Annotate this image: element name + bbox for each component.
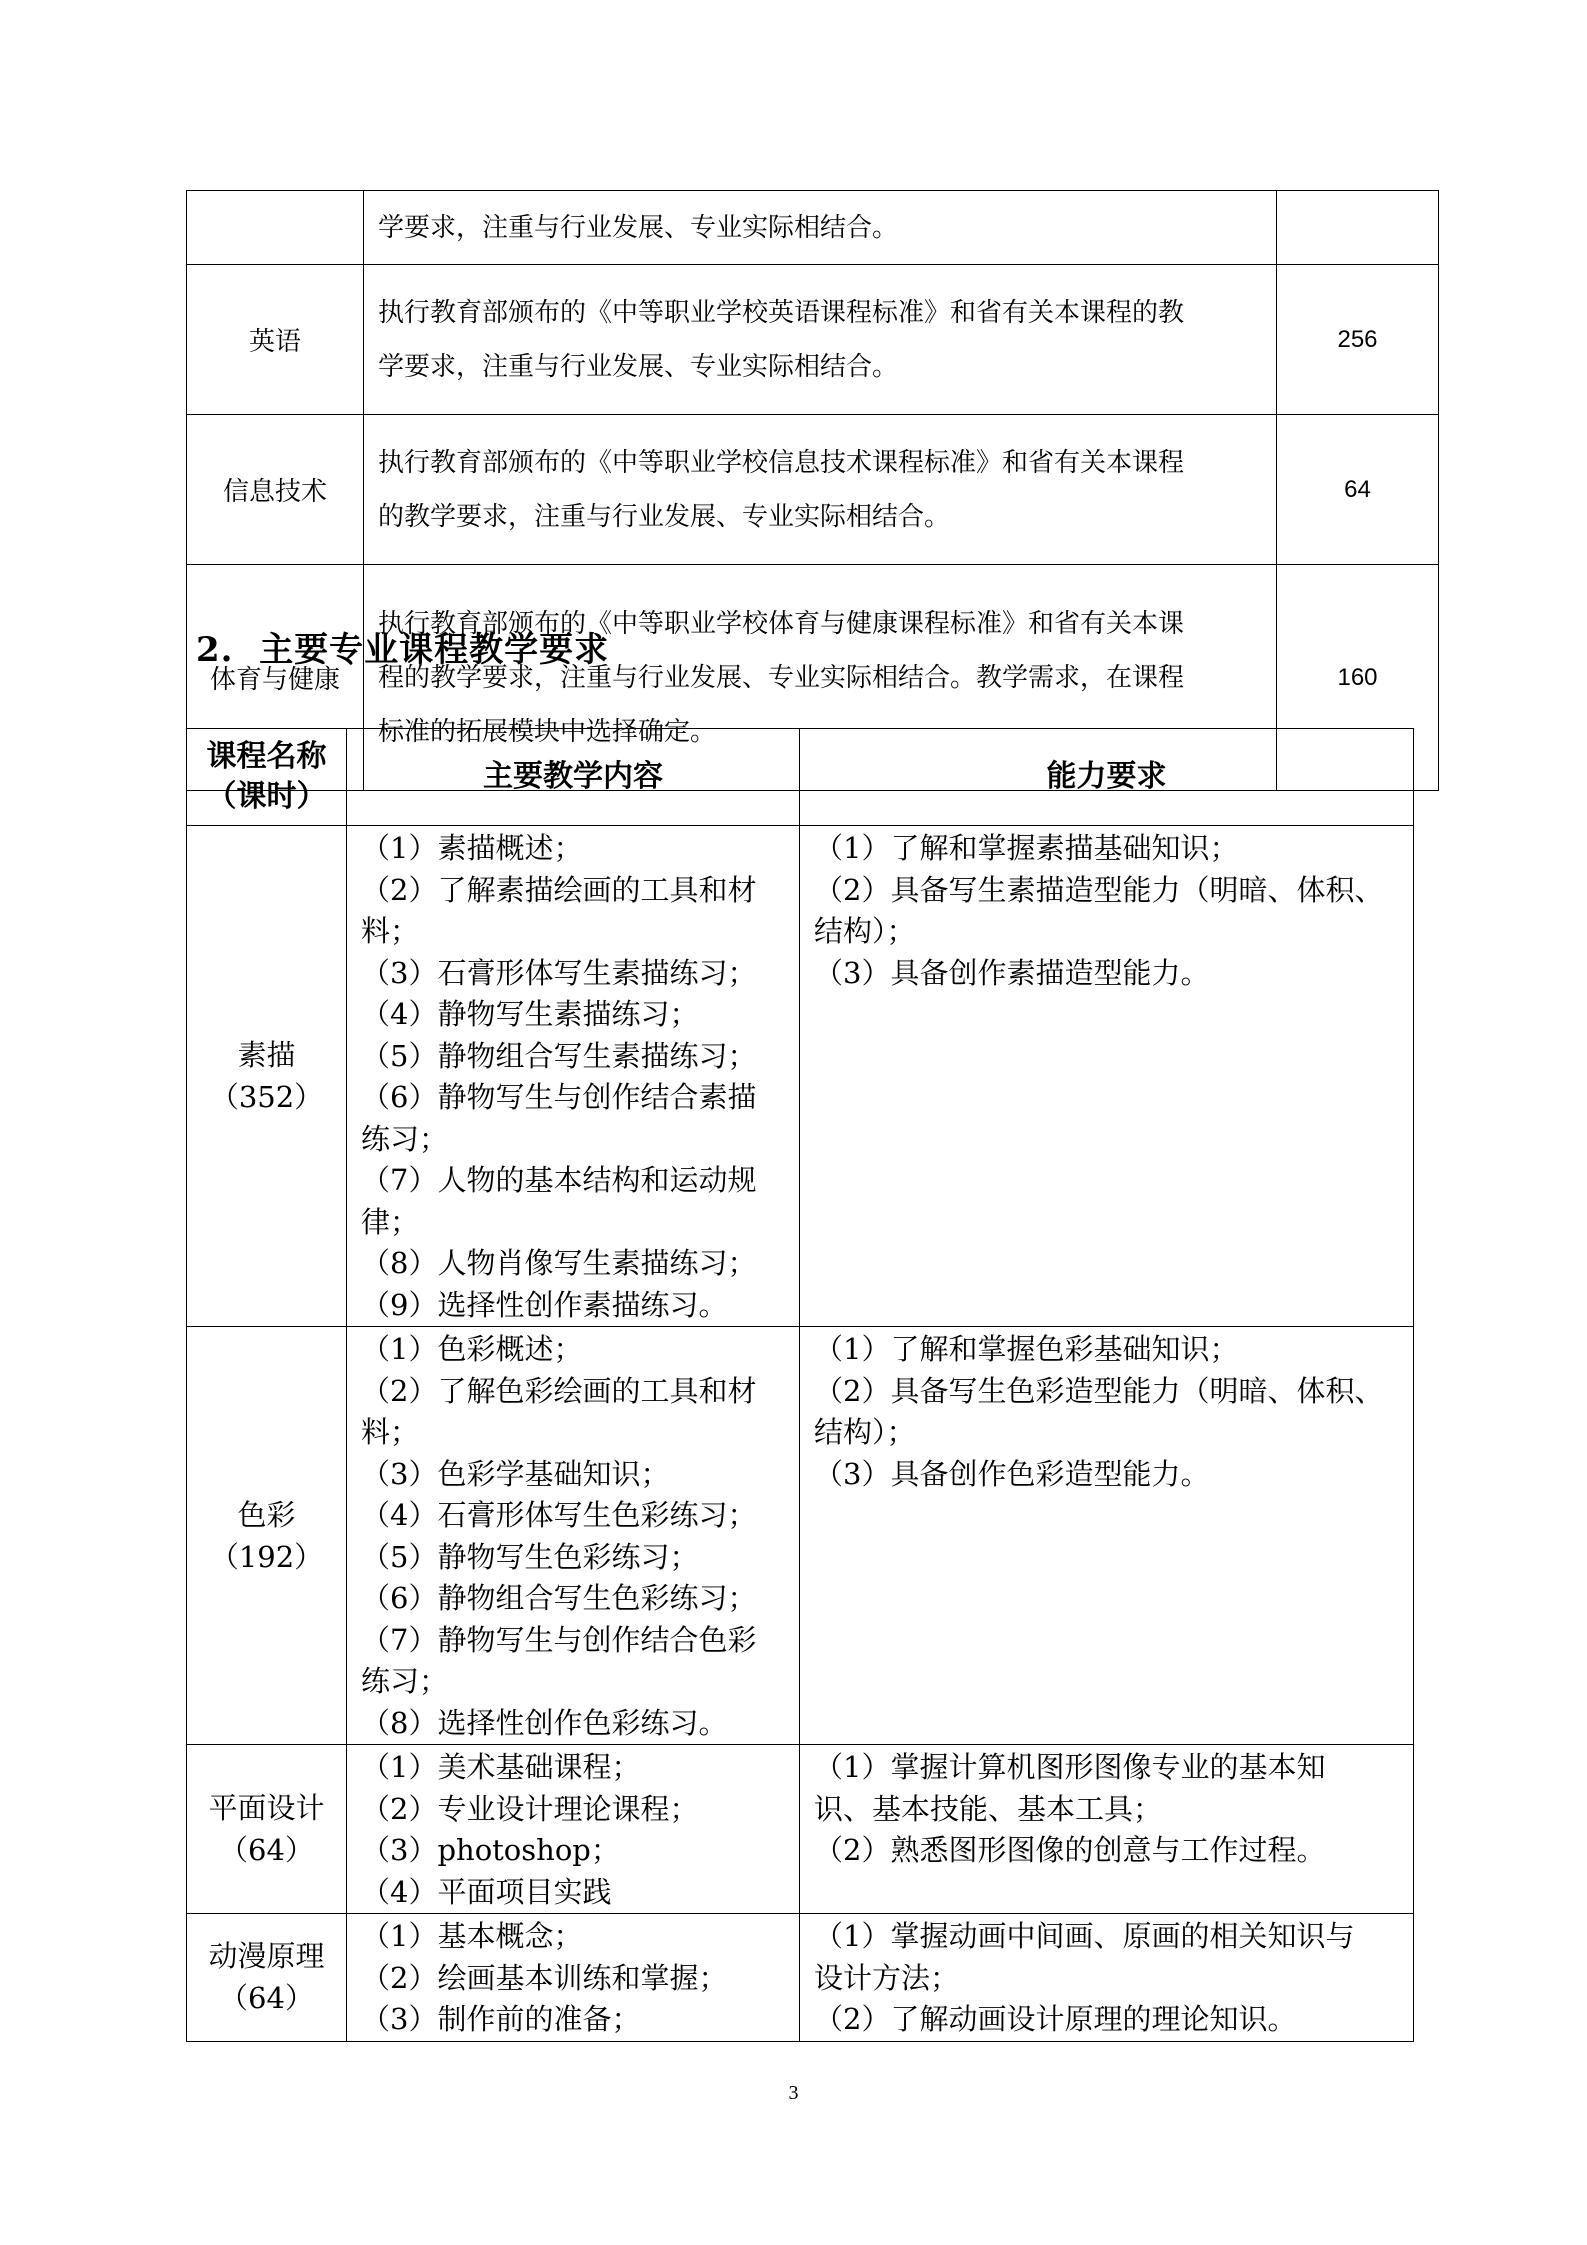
page-number: 3 [788,2082,799,2104]
content-line: 练习； [361,1121,449,1156]
ability-requirement-cell [800,826,1414,1327]
section-title: 主要专业课程教学要求 [259,630,610,670]
table-row [187,265,1439,415]
content-line: （7）静物写生与创作结合色彩 [361,1622,757,1657]
ability-line: 结构）； [814,1415,916,1449]
ability-line: （1）了解和掌握素描基础知识； [814,831,1239,865]
description-line: 程的教学要求，注重与行业发展、专业实际相结合。教学需求，在课程 [378,662,1185,693]
content-line: （5）静物写生色彩练习； [361,1539,699,1574]
header-course-name-line2: （课时） [206,779,327,814]
teaching-content-cell [347,1914,800,2042]
content-line: （3）石膏形体写生素描练习； [361,955,757,990]
ability-line: （3）具备创作素描造型能力。 [814,955,1210,990]
course-name-cell [187,826,347,1327]
professional-courses-table-body [187,826,1414,2042]
teaching-content-cell [347,1327,800,1745]
course-name: 素描 [237,1038,296,1072]
ability-requirement-cell [800,1327,1414,1745]
content-line: （2）绘画基本训练和掌握； [361,1960,728,1995]
course-name-cell: 体育与健康 [187,565,364,791]
ability-line: （3）具备创作色彩造型能力。 [814,1456,1210,1491]
course-name-cell [187,1914,347,2042]
ability-line: 结构）； [814,914,916,948]
table-row [187,1327,1414,1745]
ability-line: （1）掌握计算机图形图像专业的基本知 [814,1750,1326,1784]
course-description-cell [364,191,1277,265]
description-line: 执行教育部颁布的《中等职业学校信息技术课程标准》和省有关本课程 [378,447,1185,478]
content-line: （8）人物肖像写生素描练习； [361,1246,757,1280]
content-line: （7）人物的基本结构和运动规 [361,1163,757,1197]
course-hours-cell: 256 [1277,265,1439,415]
content-line: （4）平面项目实践 [361,1874,612,1909]
section-number: 2. [196,630,234,670]
content-line: 料； [361,914,420,948]
table-header-row [187,729,1414,826]
ability-line: 设计方法； [814,1960,960,1995]
ability-line: （2）具备写生素描造型能力（明暗、体积、 [814,872,1384,907]
ability-line: （1）了解和掌握色彩基础知识； [814,1332,1239,1366]
course-hours-cell: 160 [1277,565,1439,791]
content-line: （5）静物组合写生素描练习； [361,1038,757,1073]
table-row [187,191,1439,265]
course-name-cell [187,1745,347,1914]
content-line: （4）静物写生素描练习； [361,997,699,1031]
header-course-name-line1: 课程名称 [206,739,327,774]
description-line: 执行教育部颁布的《中等职业学校体育与健康课程标准》和省有关本课 [378,608,1185,639]
course-name-cell [187,1327,347,1745]
public-courses-table-body [187,191,1439,791]
content-line: （1）美术基础课程； [361,1750,641,1784]
public-courses-table [186,190,1439,791]
ability-requirement-cell [800,1745,1414,1914]
content-line: （3）制作前的准备； [361,2002,641,2036]
table-row [187,415,1439,565]
professional-courses-table [186,728,1414,2042]
course-name-cell: 英语 [187,265,364,415]
course-hours: （64） [219,1833,314,1867]
course-name-cell: 信息技术 [187,415,364,565]
content-line: （4）石膏形体写生色彩练习； [361,1498,757,1532]
content-line: （2）专业设计理论课程； [361,1791,699,1826]
description-line: 学要求，注重与行业发展、专业实际相结合。 [378,212,899,243]
content-line: （6）静物组合写生色彩练习； [361,1581,757,1615]
content-line: （6）静物写生与创作结合素描 [361,1080,757,1114]
course-name: 平面设计 [208,1791,325,1825]
content-line: （2）了解素描绘画的工具和材 [361,872,757,907]
table-row [187,1914,1414,2042]
ability-line: 识、基本技能、基本工具； [814,1791,1163,1826]
ability-line: （2）了解动画设计原理的理论知识。 [814,2002,1297,2036]
content-line: （1）基本概念； [361,1919,583,1953]
course-name: 动漫原理 [208,1939,325,1974]
header-content: 主要教学内容 [347,729,800,826]
ability-line: （1）掌握动画中间画、原画的相关知识与 [814,1919,1355,1953]
course-description-cell [364,265,1277,415]
course-hours: （192） [209,1539,324,1574]
ability-line: （2）具备写生色彩造型能力（明暗、体积、 [814,1373,1384,1408]
content-line: （3）色彩学基础知识； [361,1456,670,1491]
course-hours-cell [1277,191,1439,265]
content-line: （1）素描概述； [361,831,583,865]
course-hours-cell: 64 [1277,415,1439,565]
teaching-content-cell [347,1745,800,1914]
content-line: （1）色彩概述； [361,1332,583,1366]
course-hours: （64） [219,1981,314,2016]
content-line: 料； [361,1415,420,1449]
description-line: 标准的拓展模块中选择确定。 [378,716,717,747]
content-line: （2）了解色彩绘画的工具和材 [361,1373,757,1408]
ability-line: （2）熟悉图形图像的创意与工作过程。 [814,1833,1326,1867]
course-hours: （352） [209,1080,324,1114]
header-ability: 能力要求 [800,729,1414,826]
course-name: 色彩 [237,1497,296,1532]
content-line: 练习； [361,1664,449,1698]
table-row [187,1745,1414,1914]
course-description-cell [364,415,1277,565]
description-line: 学要求，注重与行业发展、专业实际相结合。 [378,351,899,382]
section-heading [196,622,609,671]
teaching-content-cell [347,826,800,1327]
description-line: 执行教育部颁布的《中等职业学校英语课程标准》和省有关本课程的教 [378,297,1185,328]
course-name-cell [187,191,364,265]
table-row [187,826,1414,1327]
ability-requirement-cell [800,1914,1414,2042]
content-line: 律； [361,1204,420,1239]
header-course-name [187,729,347,826]
content-line: （8）选择性创作色彩练习。 [361,1705,728,1740]
content-line: （9）选择性创作素描练习。 [361,1287,728,1322]
description-line: 的教学要求，注重与行业发展、专业实际相结合。 [378,501,951,532]
content-line: （3）photoshop； [361,1833,620,1867]
